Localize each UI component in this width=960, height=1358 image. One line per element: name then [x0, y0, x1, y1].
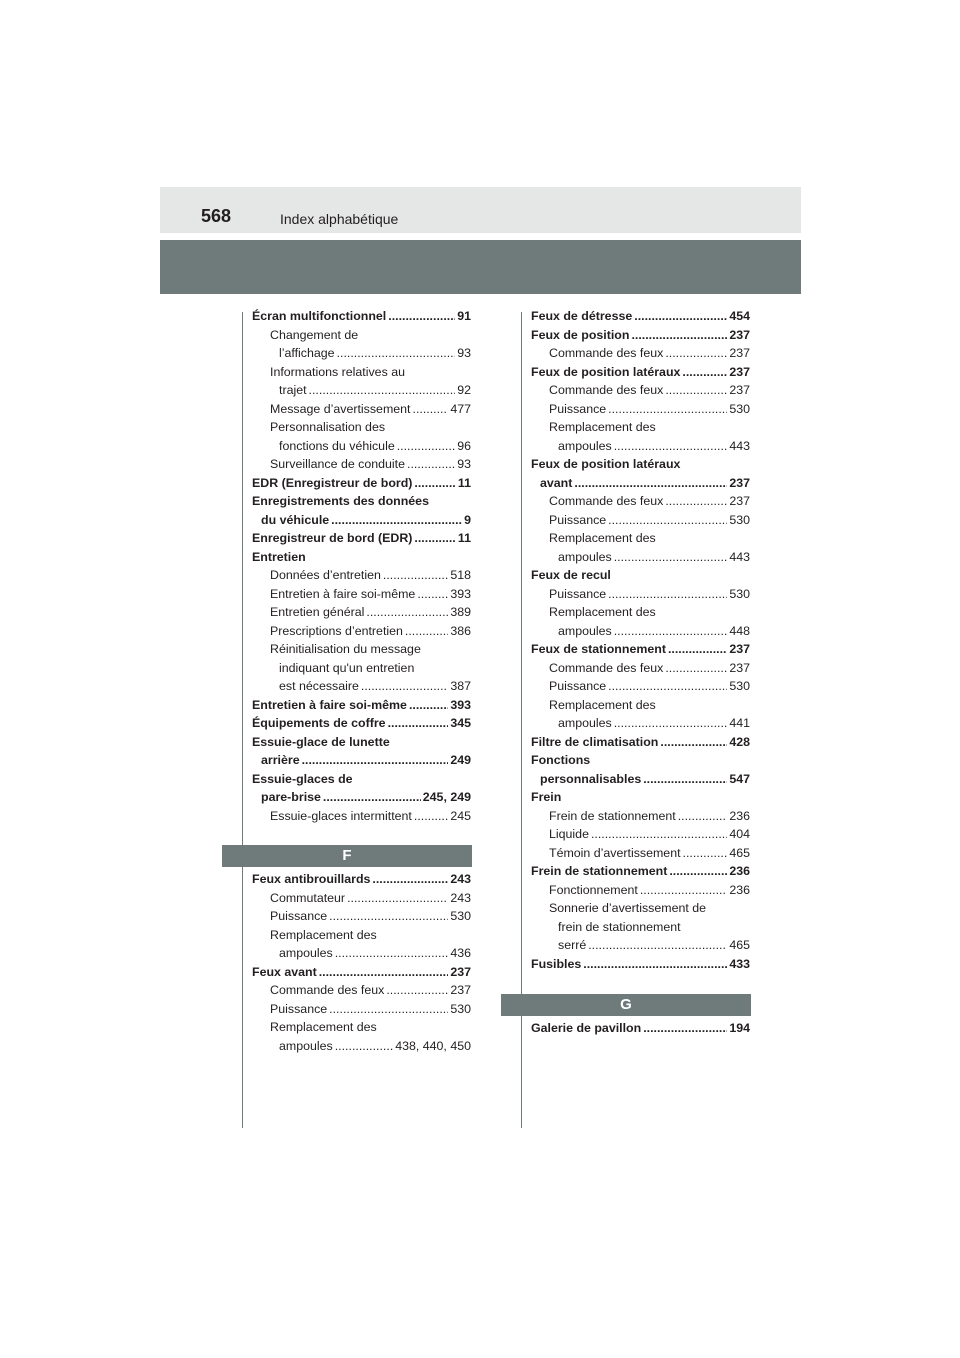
dot-leader: [631, 326, 727, 345]
index-entry: [252, 400, 471, 419]
dot-leader: [329, 907, 448, 926]
dot-leader: [388, 714, 449, 733]
index-entry: [252, 889, 471, 908]
entry-term: Sonnerie d’avertissement de: [549, 901, 707, 915]
entry-term: indiquant qu'un entretien: [279, 660, 415, 675]
entry-term: Filtre de climatisation: [531, 734, 659, 749]
index-entry-continuation: [531, 418, 750, 437]
index-entry: [252, 474, 471, 493]
entry-page-ref: 237: [729, 383, 750, 397]
dot-leader: [669, 862, 727, 881]
column-divider-left: [242, 312, 243, 1128]
entry-page-ref: 465: [729, 845, 750, 860]
entry-page-ref: 436: [450, 946, 471, 960]
index-entry: [531, 862, 750, 881]
entry-term: Témoin d’avertissement: [549, 845, 681, 860]
dot-leader: [660, 733, 727, 752]
dot-leader: [614, 622, 728, 641]
dot-leader: [682, 363, 727, 382]
index-entry: [531, 770, 750, 789]
entry-page-ref: 237: [450, 964, 471, 979]
dot-leader: [388, 307, 455, 326]
dot-leader: [417, 585, 448, 604]
index-entry: [252, 529, 471, 548]
entry-term: Écran multifonctionnel: [252, 309, 387, 323]
entry-page-ref: 91: [457, 309, 471, 323]
entry-page-ref: 236: [729, 864, 750, 878]
dot-leader: [319, 963, 449, 982]
index-entry: [252, 381, 471, 400]
entry-page-ref: 443: [729, 549, 750, 564]
entry-page-ref: 387: [450, 679, 471, 693]
index-entry: [252, 1037, 471, 1056]
entry-page-ref: 93: [457, 457, 471, 471]
index-entry: [252, 455, 471, 474]
entry-term: Puissance: [549, 586, 607, 601]
entry-term: Données d’entretien: [270, 568, 381, 582]
entry-page-ref: 530: [450, 1001, 471, 1016]
dot-leader: [608, 677, 727, 696]
index-entry-continuation: [531, 529, 750, 548]
entry-term: Fusibles: [531, 956, 582, 971]
index-entry-continuation: [531, 788, 750, 807]
index-entry: [531, 659, 750, 678]
entry-term: Feux de position latéraux: [531, 457, 681, 471]
entry-term: arrière: [261, 753, 300, 767]
entry-term: Remplacement des: [549, 697, 656, 712]
entry-page-ref: 438, 440, 450: [395, 1038, 471, 1053]
dot-leader: [413, 400, 449, 419]
index-entry: [252, 603, 471, 622]
entry-term: Galerie de pavillon: [531, 1021, 642, 1035]
index-entry-continuation: [252, 659, 471, 678]
index-entry: [531, 492, 750, 511]
index-entry: [252, 870, 471, 889]
dot-leader: [665, 381, 727, 400]
index-entry: [531, 1019, 750, 1038]
page-title: Index alphabétique: [280, 211, 399, 227]
index-column-right: [531, 307, 750, 973]
index-entry-continuation: [531, 696, 750, 715]
index-section-f: [252, 870, 471, 1055]
entry-term: Commande des feux: [549, 346, 664, 360]
index-entry: [252, 696, 471, 715]
index-entry: [531, 381, 750, 400]
index-entry-continuation: [252, 492, 471, 511]
entry-term: Frein de stationnement: [549, 808, 676, 823]
entry-term: Enregistrements des données: [252, 494, 429, 508]
entry-term: ampoules: [558, 549, 612, 564]
dot-leader: [583, 955, 727, 974]
entry-term: Essuie-glaces intermittent: [270, 808, 412, 823]
entry-term: Message d’avertissement: [270, 401, 411, 416]
entry-term: Feux antibrouillards: [252, 872, 371, 886]
index-entry-continuation: [531, 918, 750, 937]
entry-term: ampoules: [558, 438, 612, 453]
index-entry-continuation: [531, 566, 750, 585]
entry-term: Feux de stationnement: [531, 642, 666, 656]
index-entry-continuation: [252, 1018, 471, 1037]
entry-page-ref: 530: [450, 909, 471, 923]
entry-page-ref: 428: [729, 734, 750, 749]
entry-page-ref: 530: [729, 512, 750, 527]
entry-page-ref: 389: [450, 605, 471, 619]
entry-term: Changement de: [270, 327, 359, 342]
index-section-g: [531, 1019, 750, 1038]
entry-term: Surveillance de conduite: [270, 457, 406, 471]
entry-term: Frein: [531, 790, 562, 804]
page-header: [160, 187, 801, 233]
index-entry: [252, 751, 471, 770]
entry-page-ref: 530: [729, 679, 750, 693]
index-entry: [252, 511, 471, 530]
entry-page-ref: 236: [729, 882, 750, 897]
dot-leader: [668, 640, 727, 659]
index-entry: [531, 344, 750, 363]
index-entry-continuation: [252, 926, 471, 945]
entry-term: Feux de détresse: [531, 309, 633, 323]
index-entry: [531, 936, 750, 955]
entry-term: Informations relatives au: [270, 364, 405, 379]
dot-leader: [608, 511, 727, 530]
entry-page-ref: 547: [729, 771, 750, 786]
entry-term: Feux de position: [531, 327, 630, 342]
index-entry: [531, 677, 750, 696]
index-entry-continuation: [252, 418, 471, 437]
dot-leader: [591, 825, 727, 844]
index-entry: [531, 640, 750, 659]
entry-term: Puissance: [549, 679, 607, 693]
entry-page-ref: 9: [464, 512, 471, 527]
entry-term: fonctions du véhicule: [279, 438, 395, 453]
entry-term: personnalisables: [540, 771, 642, 786]
entry-page-ref: 11: [457, 475, 471, 490]
dot-leader: [361, 677, 448, 696]
entry-term: Frein de stationnement: [531, 864, 668, 878]
entry-page-ref: 194: [729, 1021, 750, 1035]
entry-page-ref: 237: [729, 327, 750, 342]
entry-page-ref: 237: [729, 475, 750, 490]
page-number: 568: [201, 206, 232, 226]
entry-page-ref: 11: [457, 531, 471, 545]
dot-leader: [386, 981, 448, 1000]
dot-leader: [405, 622, 448, 641]
dot-leader: [614, 714, 728, 733]
index-column-left: [252, 307, 471, 825]
index-entry: [252, 1000, 471, 1019]
entry-term: Commande des feux: [270, 983, 385, 997]
index-entry: [252, 963, 471, 982]
entry-page-ref: 530: [729, 401, 750, 416]
index-entry: [531, 437, 750, 456]
dot-leader: [643, 770, 727, 789]
dot-leader: [608, 400, 727, 419]
index-entry-continuation: [252, 733, 471, 752]
dot-leader: [383, 566, 448, 585]
entry-term: Feux de recul: [531, 568, 611, 582]
entry-term: Essuie-glaces de: [252, 771, 353, 786]
header-band: [160, 240, 801, 294]
index-entry: [252, 788, 471, 807]
entry-term: Feux avant: [252, 964, 317, 979]
index-entry-continuation: [252, 770, 471, 789]
dot-leader: [683, 844, 728, 863]
index-entry: [531, 326, 750, 345]
dot-leader: [414, 807, 448, 826]
entry-term: Remplacement des: [549, 420, 656, 434]
entry-page-ref: 237: [450, 983, 471, 997]
entry-term: Entretien général: [270, 605, 365, 619]
index-entry: [531, 585, 750, 604]
entry-term: Fonctions: [531, 753, 591, 767]
index-entry: [531, 714, 750, 733]
entry-page-ref: 249: [450, 753, 471, 767]
index-entry: [531, 955, 750, 974]
index-entry-continuation: [531, 751, 750, 770]
index-entry: [252, 437, 471, 456]
entry-term: avant: [540, 475, 573, 490]
entry-term: ampoules: [279, 1038, 333, 1053]
index-entry: [531, 844, 750, 863]
index-entry: [531, 733, 750, 752]
entry-term: du véhicule: [261, 512, 330, 527]
entry-term: serré: [558, 938, 587, 952]
entry-term: Remplacement des: [549, 531, 656, 545]
entry-page-ref: 345: [450, 716, 471, 730]
entry-term: Réinitialisation du message: [270, 642, 421, 656]
dot-leader: [323, 788, 421, 807]
index-entry-continuation: [252, 326, 471, 345]
entry-term: Remplacement des: [549, 605, 656, 619]
dot-leader: [309, 381, 456, 400]
entry-page-ref: 530: [729, 586, 750, 601]
index-entry: [252, 907, 471, 926]
dot-leader: [302, 751, 449, 770]
entry-page-ref: 443: [729, 438, 750, 453]
index-entry: [531, 474, 750, 493]
entry-term: ampoules: [279, 946, 333, 960]
entry-term: frein de stationnement: [558, 919, 681, 934]
entry-term: Commande des feux: [549, 660, 664, 675]
entry-term: EDR (Enregistreur de bord): [252, 475, 413, 490]
index-entry: [531, 881, 750, 900]
entry-page-ref: 386: [450, 623, 471, 638]
dot-leader: [665, 344, 727, 363]
dot-leader: [331, 511, 462, 530]
entry-page-ref: 454: [729, 309, 750, 323]
entry-page-ref: 236: [729, 808, 750, 823]
entry-page-ref: 393: [450, 697, 471, 712]
index-entry-continuation: [531, 603, 750, 622]
dot-leader: [347, 889, 448, 908]
dot-leader: [335, 1037, 393, 1056]
dot-leader: [608, 585, 727, 604]
entry-term: Remplacement des: [270, 927, 377, 942]
entry-term: Fonctionnement: [549, 882, 638, 897]
entry-term: Puissance: [270, 1001, 328, 1016]
entry-page-ref: 404: [729, 827, 750, 841]
index-entry: [531, 548, 750, 567]
entry-page-ref: 92: [457, 383, 471, 397]
dot-leader: [614, 548, 728, 567]
entry-page-ref: 441: [729, 716, 750, 730]
dot-leader: [414, 474, 455, 493]
entry-term: Puissance: [549, 401, 607, 416]
index-entry: [531, 363, 750, 382]
entry-term: Feux de position latéraux: [531, 364, 681, 379]
entry-page-ref: 243: [450, 872, 471, 886]
index-entry: [531, 400, 750, 419]
section-letter-f: F: [222, 845, 472, 867]
entry-term: ampoules: [558, 623, 612, 638]
entry-term: Enregistreur de bord (EDR): [252, 531, 413, 545]
index-entry: [252, 307, 471, 326]
entry-page-ref: 433: [729, 956, 750, 971]
entry-page-ref: 237: [729, 494, 750, 508]
dot-leader: [643, 1019, 727, 1038]
index-entry: [252, 714, 471, 733]
entry-term: trajet: [279, 383, 307, 397]
entry-term: Commande des feux: [549, 494, 664, 508]
dot-leader: [574, 474, 727, 493]
entry-page-ref: 448: [729, 623, 750, 638]
dot-leader: [335, 944, 449, 963]
index-entry: [252, 622, 471, 641]
entry-term: Commande des feux: [549, 383, 664, 397]
dot-leader: [329, 1000, 448, 1019]
index-entry: [252, 944, 471, 963]
index-entry-continuation: [252, 363, 471, 382]
index-entry: [531, 807, 750, 826]
dot-leader: [588, 936, 727, 955]
dot-leader: [409, 696, 448, 715]
entry-term: Puissance: [549, 512, 607, 527]
dot-leader: [665, 659, 727, 678]
entry-term: Entretien à faire soi-même: [270, 586, 416, 601]
index-entry: [252, 981, 471, 1000]
entry-page-ref: 237: [729, 364, 750, 379]
section-letter-g: G: [501, 994, 751, 1016]
dot-leader: [366, 603, 448, 622]
entry-term: Entretien: [252, 549, 306, 564]
entry-term: ampoules: [558, 716, 612, 730]
entry-term: Remplacement des: [270, 1020, 377, 1034]
entry-page-ref: 518: [450, 568, 471, 582]
entry-page-ref: 245: [450, 808, 471, 823]
index-entry: [531, 307, 750, 326]
dot-leader: [407, 455, 455, 474]
entry-term: Prescriptions d’entretien: [270, 623, 403, 638]
dot-leader: [665, 492, 727, 511]
dot-leader: [640, 881, 727, 900]
entry-term: est nécessaire: [279, 679, 359, 693]
entry-term: Équipements de coffre: [252, 716, 386, 730]
index-entry: [531, 622, 750, 641]
entry-term: Commutateur: [270, 890, 346, 905]
dot-leader: [397, 437, 455, 456]
entry-page-ref: 237: [729, 346, 750, 360]
entry-term: Entretien à faire soi-même: [252, 697, 407, 712]
index-entry: [252, 566, 471, 585]
entry-page-ref: 237: [729, 660, 750, 675]
entry-term: Puissance: [270, 909, 328, 923]
index-entry: [252, 807, 471, 826]
entry-page-ref: 465: [729, 938, 750, 952]
dot-leader: [414, 529, 455, 548]
dot-leader: [614, 437, 728, 456]
entry-page-ref: 93: [457, 346, 471, 360]
index-entry: [252, 677, 471, 696]
entry-page-ref: 477: [450, 401, 471, 416]
entry-page-ref: 96: [457, 438, 471, 453]
index-entry-continuation: [252, 548, 471, 567]
entry-page-ref: 393: [450, 586, 471, 601]
entry-page-ref: 243: [450, 890, 471, 905]
entry-term: Liquide: [549, 827, 589, 841]
entry-term: pare-brise: [261, 790, 321, 804]
index-entry-continuation: [252, 640, 471, 659]
dot-leader: [678, 807, 728, 826]
index-entry: [531, 825, 750, 844]
dot-leader: [337, 344, 456, 363]
index-entry-continuation: [531, 899, 750, 918]
index-entry: [252, 344, 471, 363]
index-entry: [531, 511, 750, 530]
entry-page-ref: 237: [729, 642, 750, 656]
entry-term: Essuie-glace de lunette: [252, 734, 390, 749]
index-entry-continuation: [531, 455, 750, 474]
dot-leader: [634, 307, 727, 326]
index-entry: [252, 585, 471, 604]
entry-page-ref: 245, 249: [422, 790, 471, 804]
entry-term: l’affichage: [279, 346, 335, 360]
dot-leader: [372, 870, 448, 889]
entry-term: Personnalisation des: [270, 420, 386, 434]
